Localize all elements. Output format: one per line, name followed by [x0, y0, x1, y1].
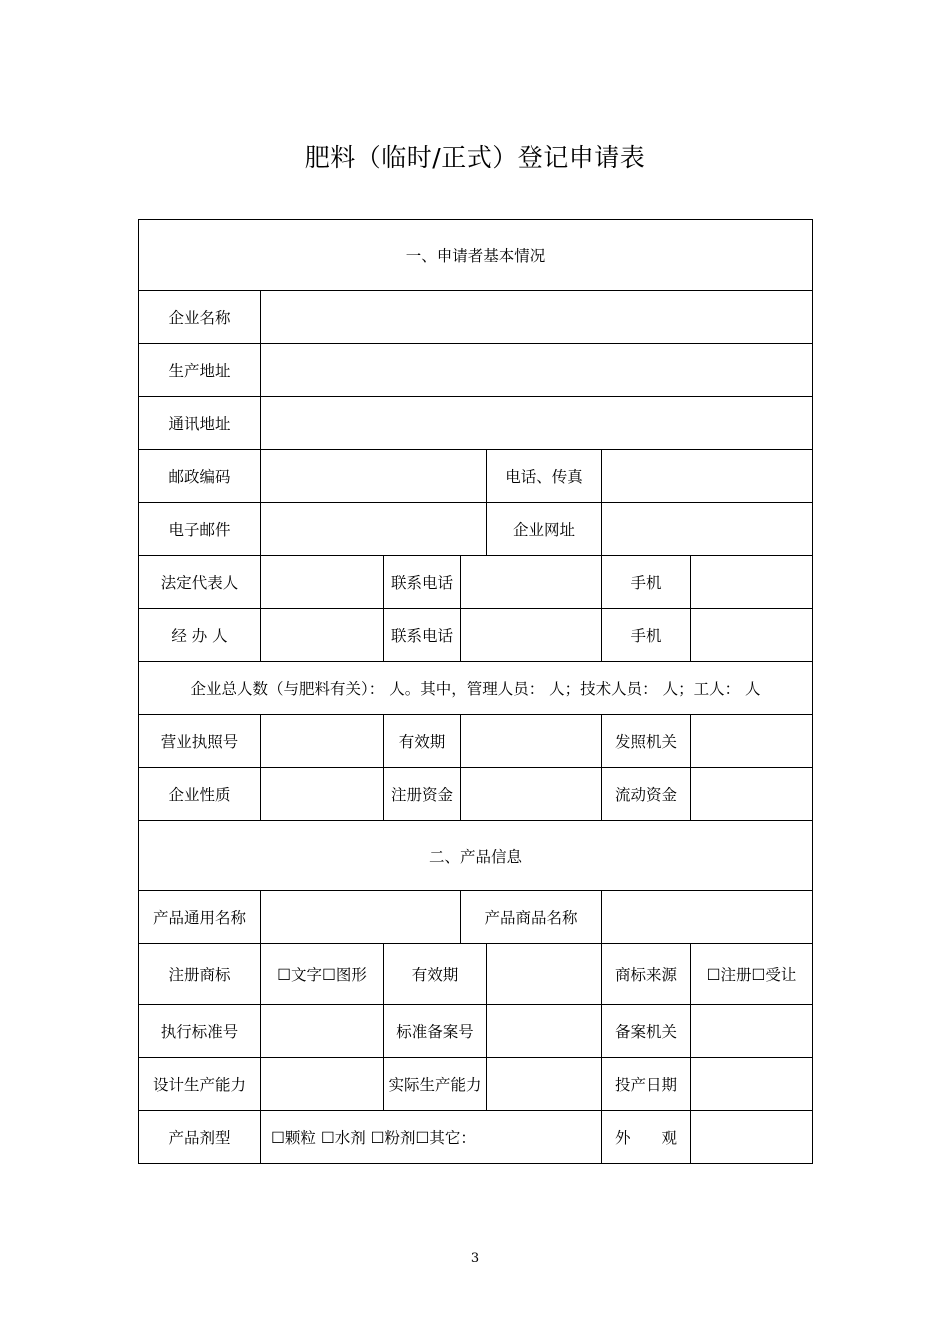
- label-appearance: 外 观: [602, 1111, 691, 1164]
- label-email: 电子邮件: [139, 503, 261, 556]
- field-standard-filing-no[interactable]: [487, 1005, 602, 1058]
- label-production-date: 投产日期: [602, 1058, 691, 1111]
- field-brand-name[interactable]: [602, 891, 813, 944]
- field-generic-name[interactable]: [261, 891, 461, 944]
- page-number: 3: [470, 1251, 480, 1266]
- label-website: 企业网址: [487, 503, 602, 556]
- field-license-no[interactable]: [261, 715, 384, 768]
- label-contact-phone-2: 联系电话: [384, 609, 461, 662]
- field-standard-no[interactable]: [261, 1005, 384, 1058]
- label-company-type: 企业性质: [139, 768, 261, 821]
- staff-summary[interactable]: 企业总人数（与肥料有关）： 人。其中，管理人员： 人；技术人员： 人；工人： 人: [139, 662, 813, 715]
- label-brand-name: 产品商品名称: [461, 891, 602, 944]
- field-mobile-1[interactable]: [691, 556, 813, 609]
- field-website[interactable]: [602, 503, 813, 556]
- label-contact-phone-1: 联系电话: [384, 556, 461, 609]
- label-handler: 经 办 人: [139, 609, 261, 662]
- field-legal-rep[interactable]: [261, 556, 384, 609]
- label-standard-no: 执行标准号: [139, 1005, 261, 1058]
- field-postal-code[interactable]: [261, 450, 487, 503]
- trademark-source-checkboxes[interactable]: ☐注册☐受让: [691, 944, 813, 1005]
- registration-form-table: [138, 219, 813, 1164]
- label-trademark: 注册商标: [139, 944, 261, 1005]
- field-registered-capital[interactable]: [461, 768, 602, 821]
- label-generic-name: 产品通用名称: [139, 891, 261, 944]
- label-phone-fax: 电话、传真: [487, 450, 602, 503]
- field-production-date[interactable]: [691, 1058, 813, 1111]
- label-mobile-2: 手机: [602, 609, 691, 662]
- section-2-heading: 二、产品信息: [139, 821, 813, 891]
- field-email[interactable]: [261, 503, 487, 556]
- label-production-address: 生产地址: [139, 344, 261, 397]
- field-validity-2[interactable]: [487, 944, 602, 1005]
- field-actual-capacity[interactable]: [487, 1058, 602, 1111]
- field-mobile-2[interactable]: [691, 609, 813, 662]
- label-standard-filing-no: 标准备案号: [384, 1005, 487, 1058]
- field-validity-1[interactable]: [461, 715, 602, 768]
- field-production-address[interactable]: [261, 344, 813, 397]
- field-working-capital[interactable]: [691, 768, 813, 821]
- label-license-no: 营业执照号: [139, 715, 261, 768]
- label-postal-code: 邮政编码: [139, 450, 261, 503]
- field-company-type[interactable]: [261, 768, 384, 821]
- field-mailing-address[interactable]: [261, 397, 813, 450]
- field-appearance[interactable]: [691, 1111, 813, 1164]
- label-working-capital: 流动资金: [602, 768, 691, 821]
- label-legal-rep: 法定代表人: [139, 556, 261, 609]
- field-design-capacity[interactable]: [261, 1058, 384, 1111]
- label-validity-1: 有效期: [384, 715, 461, 768]
- label-registered-capital: 注册资金: [384, 768, 461, 821]
- label-validity-2: 有效期: [384, 944, 487, 1005]
- field-company-name[interactable]: [261, 291, 813, 344]
- field-contact-phone-1[interactable]: [461, 556, 602, 609]
- field-contact-phone-2[interactable]: [461, 609, 602, 662]
- field-handler[interactable]: [261, 609, 384, 662]
- label-actual-capacity: 实际生产能力: [384, 1058, 487, 1111]
- field-issuing-authority[interactable]: [691, 715, 813, 768]
- trademark-type-checkboxes[interactable]: ☐文字☐图形: [261, 944, 384, 1005]
- label-formulation: 产品剂型: [139, 1111, 261, 1164]
- field-phone-fax[interactable]: [602, 450, 813, 503]
- label-mailing-address: 通讯地址: [139, 397, 261, 450]
- label-company-name: 企业名称: [139, 291, 261, 344]
- section-1-heading: 一、申请者基本情况: [139, 220, 813, 291]
- formulation-checkboxes[interactable]: ☐颗粒 ☐水剂 ☐粉剂☐其它：: [261, 1111, 602, 1164]
- field-filing-authority[interactable]: [691, 1005, 813, 1058]
- label-issuing-authority: 发照机关: [602, 715, 691, 768]
- label-trademark-source: 商标来源: [602, 944, 691, 1005]
- label-mobile-1: 手机: [602, 556, 691, 609]
- form-title: 肥料（临时/正式）登记申请表: [304, 143, 646, 172]
- label-filing-authority: 备案机关: [602, 1005, 691, 1058]
- label-design-capacity: 设计生产能力: [139, 1058, 261, 1111]
